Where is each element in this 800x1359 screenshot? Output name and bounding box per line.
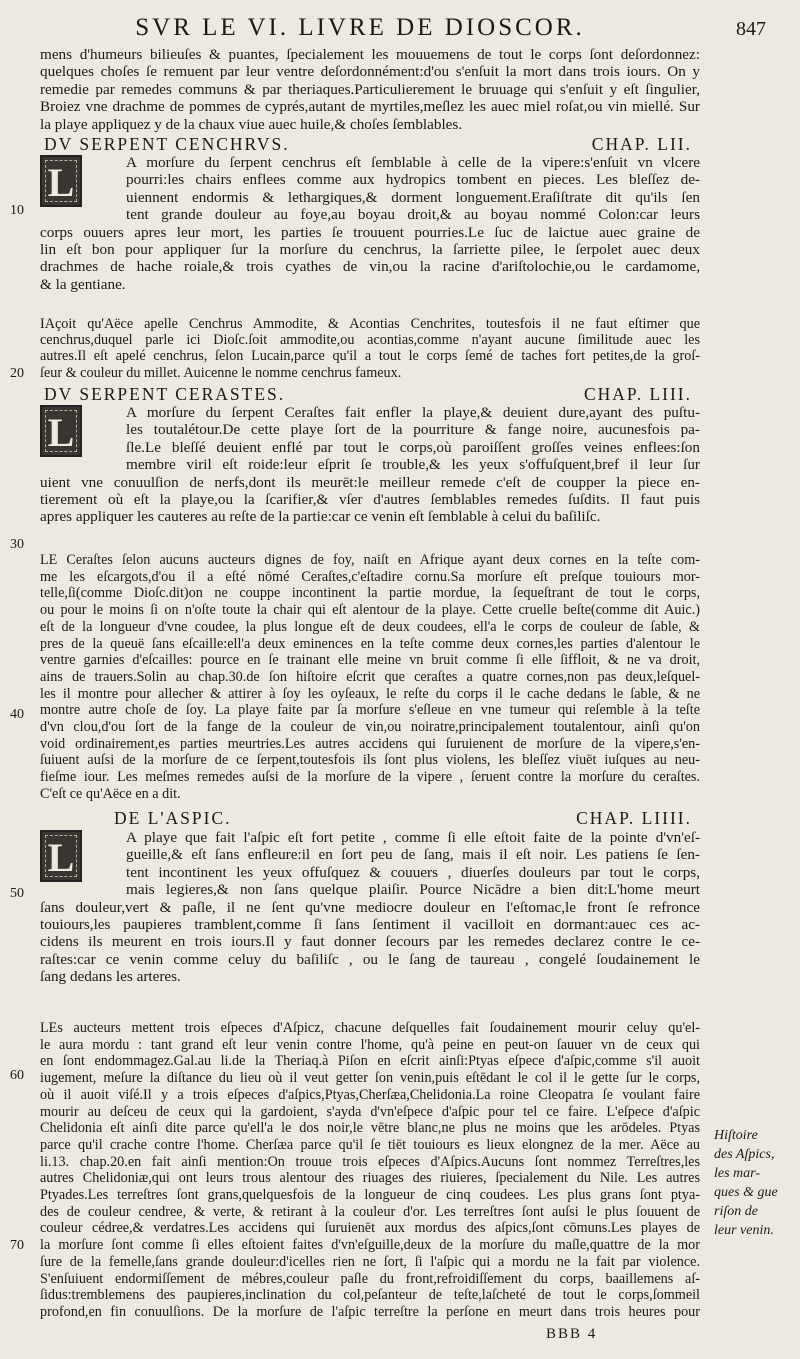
text-line: uient vne conuulſion de nerfs,dont ils meurēt:le meilleur remede c'eſt de coupper la piece en- bbox=[40, 473, 700, 491]
text-line: & la gentiane. bbox=[40, 275, 126, 293]
commentary bbox=[40, 1020, 700, 1321]
text-line: la playe appliquez y de la chaux viue auec huile,& choſes ſemblables. bbox=[40, 115, 463, 133]
text-line: remedie par remedes communs & par theriaques.Particulierement le bruuage qui s'enſuit y eſt ſingulier, bbox=[40, 80, 700, 98]
text-line: IAçoit qu'Aëce apelle Cenchrus Ammodite, & Acontias Cenchrites, toutesfois il ne faut eſtimer que bbox=[40, 316, 700, 332]
text-line: les il montre pour allecher & attirer à ſoy les oyſeaux, le reſte du corps il le cache dedans le ſable, & ne bbox=[40, 685, 700, 702]
text-line: autres.Il eſt apelé cenchrus, ſelon Lucain,parce qu'il a tout le corps ſemé de taches fort petites,de la groſ- bbox=[40, 348, 700, 365]
text-line: mais legieres,& non ſans quelque plaiſir. Pource Nicādre a bien dit:L'home meurt bbox=[126, 881, 700, 899]
text-line: tierement où eſt la playe,ou la ſcarifier,& vſer d'autres ſemblables remedes ſuſdits. Il faut puis bbox=[40, 491, 700, 509]
text-line: tent incontinent les yeux offuſquez & couuers , diuerſes douleurs par tout le corps, bbox=[126, 863, 700, 881]
text-line: Broiez vne drachme de pommes de cyprés,autant de myrtiles,meſlez les auec miel roſat,ou vin miellé. Sur bbox=[40, 98, 700, 116]
text-line: ſans douleur,vert & paſle, il ne ſent qu'vne mediocre douleur en l'eſtomac,le front ſe refronce bbox=[40, 898, 700, 916]
text-line: ou pour le moins ſi on n'oſte toute la chair qui eſt alentour de la playe. Cette cruelle beſte(comme dit Auic.) bbox=[40, 602, 700, 619]
text-line: corps ouuers apres leur mort, les parties ſe trouuent pourries.Le ſuc de laictue auec graine de bbox=[40, 223, 700, 241]
chapter-number: CHAP. LIIII. bbox=[576, 808, 692, 828]
text-line: des de couleur cendree, & verte, & retirant à la couleur d'or. Les terreſtres ſont auſsi le plus ſouuent de bbox=[40, 1203, 700, 1220]
text-line: void ordinairement,es parties meurtries.Les autres accidens qui ſuruienent de morſure de la vipere,s'en- bbox=[40, 735, 700, 752]
text-line: apres appliquer les cauteres au reſte de la partie:car ce venin eſt ſemblable à celui du baſiliſc. bbox=[40, 508, 601, 526]
running-head: SVR LE VI. LIVRE DE DIOSCOR. bbox=[135, 14, 585, 41]
text-line: pourri:les chairs enflees comme aux hydropics tombent en pieces. Les bleſſez de- bbox=[126, 171, 700, 189]
chapter-number: CHAP. LII. bbox=[591, 134, 692, 154]
text-line: Chelidonia eſt ainſi dite parce qu'ell'a le dos noir,le vētre blanc,ne plus ne moins que les arōdeles. Ptyas bbox=[40, 1120, 700, 1137]
text-line: uiennent endormis & lethargiques,& dorment longuement.Eraſiſtrate dit qu'ils ſen bbox=[126, 188, 700, 206]
text-line: ſang dedans les arteres. bbox=[40, 968, 181, 986]
text-line: le aura mordu : tant grand eſt leur venin contre l'home, qu'à peine en peut-on ſauuer vn de ceux qui bbox=[40, 1036, 700, 1053]
line-number: 10 bbox=[10, 203, 24, 218]
commentary bbox=[40, 316, 700, 381]
section-heading bbox=[44, 808, 692, 828]
chapter-text bbox=[40, 829, 700, 986]
section-title: DV SERPENT CERASTES. bbox=[44, 384, 286, 404]
section-title: DV SERPENT CENCHRVS. bbox=[44, 134, 290, 154]
text-line: Ptyades.Les terreſtres ſont grans,quelquesfois de la longueur de cinq coudees. Les plus grans ſont ptya- bbox=[40, 1187, 700, 1204]
text-line: cenchrus,duquel parle ici Dioſc.ſoit ammodite,ou acontias,comme n'ayant aucune ſimilitude auec les bbox=[40, 332, 700, 349]
text-line: où il auoit viſé.Il y a trois eſpeces d'aſpics,Ptyas,Cherſæa,Chelidonia.La roine Cleopatra ſe voulant faire bbox=[40, 1086, 700, 1103]
text-line: A playe que fait l'aſpic eſt fort petite , comme ſi elle eſtoit faite de la pointe d'vn'eſ- bbox=[126, 829, 700, 846]
margin-note-line: leur venin. bbox=[714, 1223, 774, 1238]
margin-note-line: riſon de bbox=[714, 1204, 758, 1219]
chapter-text bbox=[40, 154, 700, 293]
line-number: 30 bbox=[10, 537, 24, 552]
text-line: raſtes:car ce venin comme celuy du baſiliſc , ou le ſang de taureau , congelé ſoudainement le bbox=[40, 950, 700, 968]
text-line: ventre garnies d'eſcailles: pource en ſe trainant elle meine vn bruit comme ſi elle ſiffloit, & ne va droit, bbox=[40, 652, 700, 669]
text-line: quelques choſes ſe remuent par leur ventre deſordonnément:d'ou s'enſuit la mort dans trois iours. On y bbox=[40, 63, 700, 81]
text-line: fieſme iour. Les meſmes remedes auſsi de la morſure de la vipere , ſeruent contre la morſure du ceraſtes. bbox=[40, 769, 700, 786]
commentary bbox=[40, 552, 700, 803]
text-line: ains de trauers.Solin au chap.30.de ſon hiſtoire eſcrit que ceraſtes a quatre cornes,non pas deux,leſquel- bbox=[40, 668, 700, 685]
text-line: C'eſt ce qu'Aëce en a dit. bbox=[40, 785, 181, 802]
text-line: telle,ſi(comme Dioſc.dit)on ne couppe incontinent la partie mordue, la ſequeſtrant de tout le corps, bbox=[40, 585, 700, 602]
text-line: autres Chelidoniæ,qui ont leurs trous alentour des riuages des riuieres, ſpecialement du Nile. Les autres bbox=[40, 1170, 700, 1187]
text-line: cidens ils meurent en trois iours.Il y faut donner ſecours par les remedes declarez contre le ce- bbox=[40, 933, 700, 951]
text-line: ſuiuent auſsi de la morſure de ce ſerpent,toutesfois ils ſont plus violens, les bleſſez viuēt iuſques au neu- bbox=[40, 752, 700, 769]
text-line: LEs aucteurs mettent trois eſpeces d'Aſpicz, chacune deſquelles fait ſoudainement mourir celuy qu'el- bbox=[40, 1020, 700, 1036]
text-line: iugement, meſure la diſtance du lieu où il veut getter ſon venin,puis eſtēdant le col il le gette ſur le corps, bbox=[40, 1070, 700, 1087]
text-line: d'vn clou,d'ou ſort de la fange de la couleur de vin,ou noiratre,principalement toutalentour, ainſi qu'on bbox=[40, 719, 700, 736]
initial-letter: L bbox=[47, 835, 75, 880]
line-number: 20 bbox=[10, 366, 24, 381]
chapter-text bbox=[40, 404, 700, 526]
margin-note-line: des Aſpics, bbox=[714, 1147, 775, 1162]
initial-letter: L bbox=[47, 410, 75, 455]
text-line: LE Ceraſtes ſelon aucuns aucteurs dignes de foy, naiſt en Afrique ayant deux cornes en la teſte com- bbox=[40, 552, 700, 568]
margin-note bbox=[714, 1126, 794, 1240]
text-line: mourir au deſceu de ceux qui la gardoient, s'ayda d'vn'eſpece d'aſpic pour tel ce faire. L'eſpece d'aſpic bbox=[40, 1103, 700, 1120]
text-line: drachmes de hache roiale,& trois cyathes de vin,ou la racine d'ariſtolochie,ou le cardamome, bbox=[40, 258, 700, 276]
text-line: montre autre choſe de ſoy. La playe faite par ſa morſure s'eſleue en vne tumeur qui reſemble à la teſte bbox=[40, 702, 700, 719]
text-line: profond,en fin conuulſions. De la morſure de l'aſpic terreſtre la perſone en meurt dans trois heures pour bbox=[40, 1303, 700, 1320]
page-number: 847 bbox=[736, 18, 766, 40]
text-line: couleur cédree,& verdatres.Les accidens qui ſuruienēt aux mordus des aſpics,ſont cōmuns.Les playes de bbox=[40, 1220, 700, 1237]
text-line: A morſure du ſerpent cenchrus eſt ſemblable à celle de la vipere:s'enſuit vn vlcere bbox=[126, 154, 700, 171]
signature-mark: BBB 4 bbox=[546, 1326, 598, 1342]
text-line: en ſont endommagez.Gal.au li.de la Theriaq.à Piſon en eſcrit ainſi:Ptyas eſpece d'aſpic,comme s'il auoit bbox=[40, 1053, 700, 1070]
text-line: tent grande douleur au foye,au boyau droit,& au boyau nommé Colon:car leurs bbox=[126, 206, 700, 224]
text-line: eſt de la longueur d'vne coudee, la plus longue eſt de deux coudees, ell'a le corps de couleur de ſable, & bbox=[40, 618, 700, 635]
initial-letter: L bbox=[47, 160, 75, 205]
line-number: 60 bbox=[10, 1068, 24, 1083]
text-line: S'enſuiuent endormiſſement de mébres,couleur paſle du front,refroidiſſement du corps, baaillemens aſ- bbox=[40, 1270, 700, 1287]
text-line: A morſure du ſerpent Ceraſtes fait enfler la playe,& deuient dure,ayant des puſtu- bbox=[126, 404, 700, 421]
text-line: membre viril eſt roide:leur eſprit ſe trouble,& les yeux s'offuſquent,bref il leur ſur bbox=[126, 456, 700, 474]
section-heading bbox=[44, 384, 692, 404]
text-line: touiours,les paupieres tramblent,comme ſi ſans ſentiment il vacilloit en dormant:auec ces ac- bbox=[40, 916, 700, 934]
margin-note-line: Hiſtoire bbox=[714, 1128, 758, 1143]
line-number: 70 bbox=[10, 1238, 24, 1253]
chapter-number: CHAP. LIII. bbox=[583, 384, 692, 404]
section-heading bbox=[44, 134, 692, 154]
text-line: mens d'humeurs bilieuſes & puantes, ſpecialement les mouuemens de tout le corps ſont deſordonnez: bbox=[40, 46, 700, 63]
text-line: les toutalétour.De cette playe ſort de la pourriture & fange noire, aucunesfois pa- bbox=[126, 421, 700, 439]
text-line: li.13. chap.20.en fait ainſi mention:On trouue trois eſpeces d'Aſpics.Aucuns ſont nommez Terreſtres,les bbox=[40, 1153, 700, 1170]
text-line: me les eſcargots,d'ou il a eſté nōmé Ceraſtes,c'eſtadire cornu.Sa morſure eſt preſque touiours mor- bbox=[40, 568, 700, 585]
text-line: ſeur & couleur du millet. Auicenne le nomme cenchrus fameux. bbox=[40, 364, 402, 381]
text-line: ſidus:tremblemens des paupieres,inclination du col,peſanteur de teſte,laſcheté de tout le corps,ſommeil bbox=[40, 1287, 700, 1304]
text-line: parce qu'il crache contre l'home. Cherſæa parce qu'il ſe tiēt touiours es lieux elongnez de la mer. Aëce au bbox=[40, 1136, 700, 1153]
line-number: 40 bbox=[10, 707, 24, 722]
text-line: ſure de la femelle,ſans grande douleur:d'icelles rien ne ſort, ſi l'aſpic qui a mordu ne la fait par violence. bbox=[40, 1253, 700, 1270]
section-title: DE L'ASPIC. bbox=[114, 808, 232, 828]
text-line: la morſure ſont comme ſi elles eſtoient faites d'vn'eſguille,deux de la morſure du maſle,quattre de la mor bbox=[40, 1237, 700, 1254]
margin-note-line: ques & gue bbox=[714, 1185, 778, 1200]
margin-note-line: les mar- bbox=[714, 1166, 760, 1181]
line-number: 50 bbox=[10, 886, 24, 901]
text-line: ſle.Le bleſſé deuient enflé par tout le corps,où paroiſſent groſſes veines enflees:ſon bbox=[126, 438, 700, 456]
continuation-paragraph bbox=[40, 46, 700, 133]
text-line: gueille,& eſt ſans enfleure:il en ſort peu de ſang, mais il eſt noir. Les patiens ſe ſen- bbox=[126, 846, 700, 864]
text-line: lin eſt bon pour appliquer ſur la morſure du cenchrus, la ſarriette pilee, le ſerpolet auec deux bbox=[40, 241, 700, 259]
text-line: pres de la queuë ſans eſcaille:ell'a deux eminences en la teſte comme deux cornes,les parties d'alentour le bbox=[40, 635, 700, 652]
